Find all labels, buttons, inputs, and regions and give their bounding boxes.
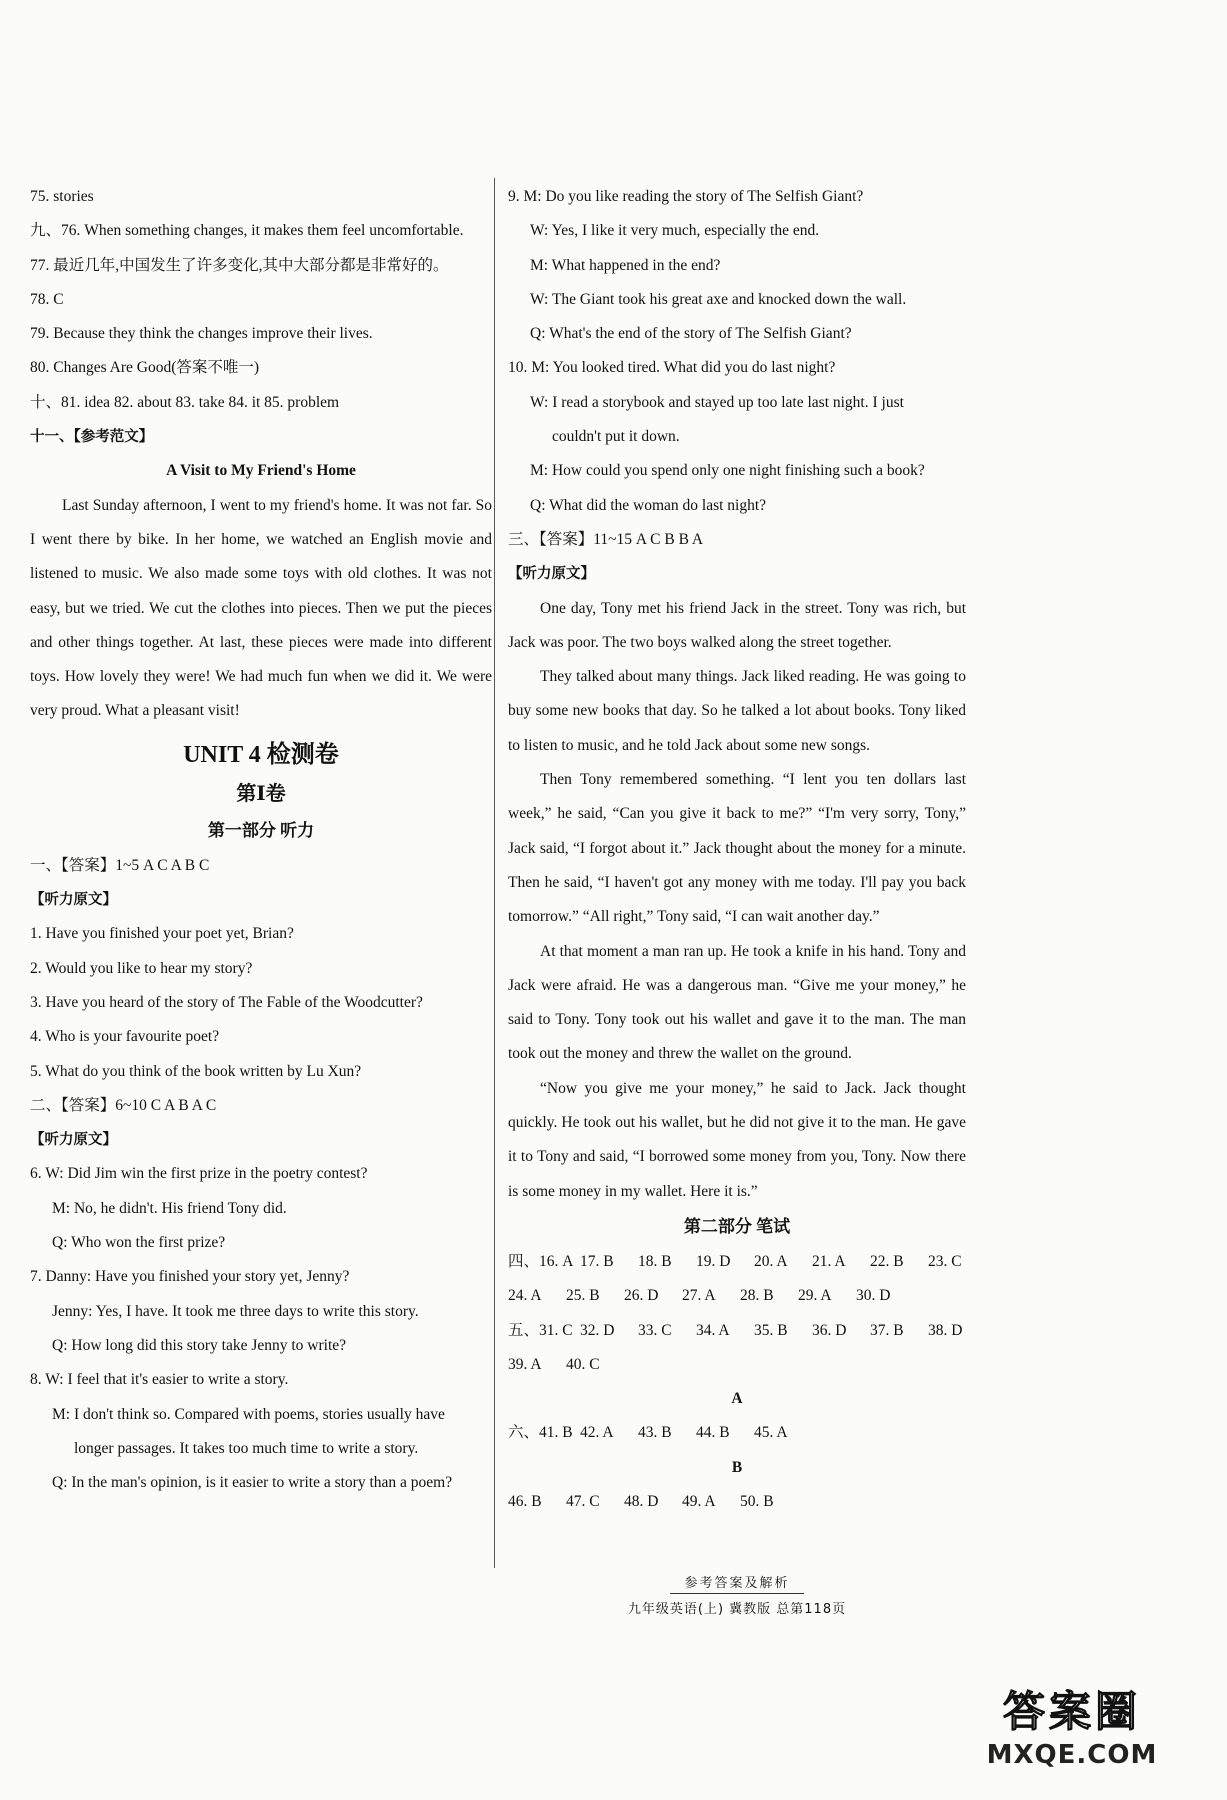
listening-item: 5. What do you think of the book written by Lu Xun? [30, 1062, 362, 1080]
answer-item: 50. B [740, 1492, 774, 1510]
dialogue-line: W: I read a storybook and stayed up too late last night. I just [530, 393, 904, 411]
answer-item: 29. A [798, 1287, 832, 1305]
answer-item: 42. A [580, 1424, 614, 1442]
dialogue-line: W: The Giant took his great axe and knocked down the wall. [530, 290, 907, 308]
story-paragraph: They talked about many things. Jack liked reading. He was going to buy some new books that day. So he talked a lot about books. Tony liked to listen to music, and he told Jack about some new songs. [508, 668, 966, 754]
essay-label: 十一、【参考范文】 [30, 429, 154, 446]
answer-item: 24. A [508, 1287, 542, 1305]
listening-item: 1. Have you finished your poet yet, Brian? [30, 925, 294, 943]
answer-item: 18. B [638, 1252, 672, 1270]
dialogue-line: Q: What's the end of the story of The Selfish Giant? [530, 325, 852, 343]
watermark-text: 答案圈 [1002, 1687, 1141, 1736]
dialogue-line: Q: How long did this story take Jenny to write? [52, 1336, 347, 1354]
section1-label: 【听力原文】 [30, 892, 117, 909]
answer-line: 十、81. idea 82. about 83. take 84. it 85. problem [30, 393, 340, 411]
answer-item: 25. B [566, 1287, 600, 1305]
footer-title: 参考答案及解析 [670, 1572, 803, 1594]
dialogue-line: 10. M: You looked tired. What did you do last night? [508, 359, 836, 377]
dialogue-line: Jenny: Yes, I have. It took me three days to write this story. [52, 1302, 419, 1320]
written-answers [508, 1245, 966, 1382]
answer-item: 47. C [566, 1492, 600, 1510]
answer-item: 40. C [566, 1355, 600, 1373]
right-column [508, 180, 966, 1519]
section1-answer: 一、【答案】1~5 A C A B C [30, 856, 210, 874]
answer-item: 33. C [638, 1321, 672, 1339]
answer-item: 39. A [508, 1355, 542, 1373]
listening-item: 4. Who is your favourite poet? [30, 1028, 220, 1046]
answer-item: 21. A [812, 1252, 846, 1270]
essay-title: A Visit to My Friend's Home [166, 462, 356, 480]
answer-item: 37. B [870, 1321, 904, 1339]
answer-item: 17. B [580, 1252, 614, 1270]
dialogue-line: M: I don't think so. Compared with poems, stories usually have [52, 1405, 445, 1423]
dialogue-line: M: What happened in the end? [530, 256, 721, 274]
answer-row [508, 1279, 966, 1313]
volume-title: 第Ⅰ卷 [236, 782, 286, 805]
column-divider [494, 178, 495, 1568]
answer-item: 44. B [696, 1424, 730, 1442]
answer-item: 36. D [812, 1321, 847, 1339]
answer-item: 四、16. A [508, 1252, 574, 1270]
answer-line: 80. Changes Are Good(答案不唯一) [30, 359, 260, 377]
subsection-a: A [731, 1390, 743, 1408]
answer-item: 34. A [696, 1321, 730, 1339]
dialogue-line: Q: Who won the first prize? [52, 1234, 226, 1252]
answer-item: 20. A [754, 1252, 788, 1270]
answer-item: 48. D [624, 1492, 659, 1510]
dialogue-9 [508, 180, 966, 351]
watermark-url: MXQE.COM [986, 1740, 1158, 1770]
dialogue-line: 8. W: I feel that it's easier to write a story. [30, 1371, 289, 1389]
answer-row [508, 1314, 966, 1348]
answer-item: 38. D [928, 1321, 963, 1339]
section2-label: 【听力原文】 [30, 1132, 117, 1149]
answer-line: 78. C [30, 290, 64, 308]
dialogue-line: Q: What did the woman do last night? [530, 496, 767, 514]
answer-item: 49. A [682, 1492, 716, 1510]
essay-body: Last Sunday afternoon, I went to my friend's home. It was not far. So I went there by bike. In her home, we watched an English movie and listened to music. We also made some toys with old clothes. It was not easy, but we tried. We cut the clothes into pieces. Then we put the pieces and other things together. At last, these pieces were made into different toys. How lovely they were! We had much fun when we did it. We were very proud. What a pleasant visit! [30, 496, 492, 720]
dialogue-line: Q: In the man's opinion, is it easier to write a story than a poem? [52, 1474, 453, 1492]
story-paragraph: One day, Tony met his friend Jack in the street. Tony was rich, but Jack was poor. The two boys walked along the street together. [508, 599, 966, 651]
dialogue-10 [508, 351, 966, 522]
answer-lines [30, 180, 492, 454]
answer-item: 26. D [624, 1287, 659, 1305]
answer-row [508, 1416, 966, 1450]
answer-item: 22. B [870, 1252, 904, 1270]
subsection-b: B [731, 1458, 743, 1476]
answer-line: 79. Because they think the changes improve their lives. [30, 325, 373, 343]
section2-answer: 二、【答案】6~10 C A B A C [30, 1096, 217, 1114]
answer-item: 19. D [696, 1252, 731, 1270]
answer-line: 77. 最近几年,中国发生了许多变化,其中大部分都是非常好的。 [30, 256, 449, 274]
part1-title: 第一部分 听力 [207, 820, 315, 840]
section1-items [30, 917, 492, 1088]
dialogue-line: 9. M: Do you like reading the story of The Selfish Giant? [508, 188, 864, 205]
dialogue-line: 7. Danny: Have you finished your story yet, Jenny? [30, 1268, 350, 1286]
dialogue-line: W: Yes, I like it very much, especially the end. [530, 222, 820, 240]
dialogues [30, 1157, 492, 1500]
unit-title: UNIT 4 检测卷 [183, 741, 339, 768]
answer-item: 30. D [856, 1287, 891, 1305]
story-paragraph: Then Tony remembered something. “I lent you ten dollars last week,” he said, “Can you give it back to me?” “I'm very sorry, Tony,” Jack said, “I forgot about it.” Jack thought about the money for a minute. Then he said, “I haven't got any money with me today. I'll pay you back tomorrow.” “All right,” Tony said, “I can wait another day.” [508, 771, 966, 926]
answers-row-b [508, 1485, 966, 1519]
answer-row [508, 1485, 966, 1519]
story-paragraph: “Now you give me your money,” he said to Jack. Jack thought quickly. He took out his wallet, but he did not give it to the man. He gave it to Tony and said, “I borrowed some money from you, Tony. Now there is some money in my wallet. Here it is.” [508, 1079, 966, 1200]
answer-row [508, 1348, 966, 1382]
section3-answer: 三、【答案】11~15 A C B B A [508, 530, 704, 548]
answer-line: 九、76. When something changes, it makes them feel uncomfortable. [30, 222, 464, 240]
watermark-logo [977, 1686, 1167, 1782]
story-text [508, 592, 966, 1209]
answers-row-a [508, 1416, 966, 1450]
answer-line: 75. stories [30, 188, 94, 205]
answer-item: 45. A [754, 1424, 788, 1442]
story-paragraph: At that moment a man ran up. He took a knife in his hand. Tony and Jack were afraid. He was a dangerous man. “Give me your money,” he said to Tony. Tony took out his wallet and gave it to the man. The man took out the money and threw the wallet on the ground. [508, 942, 966, 1063]
dialogue-line: M: No, he didn't. His friend Tony did. [52, 1199, 287, 1217]
part2-title: 第二部分 笔试 [683, 1216, 791, 1236]
section3-label: 【听力原文】 [508, 566, 595, 583]
answer-item: 35. B [754, 1321, 788, 1339]
listening-item: 2. Would you like to hear my story? [30, 959, 253, 977]
dialogue-line: 6. W: Did Jim win the first prize in the poetry contest? [30, 1165, 368, 1183]
answer-item: 46. B [508, 1492, 542, 1510]
dialogue-line: M: How could you spend only one night finishing such a book? [530, 462, 925, 480]
listening-item: 3. Have you heard of the story of The Fable of the Woodcutter? [30, 993, 423, 1011]
answer-item: 六、41. B [508, 1424, 573, 1442]
left-column [30, 180, 492, 1500]
answer-item: 27. A [682, 1287, 716, 1305]
page-footer [508, 1572, 966, 1617]
dialogue-line: longer passages. It takes too much time to write a story. [74, 1439, 419, 1457]
footer-page-info: 九年级英语(上) 冀教版 总第118页 [627, 1602, 847, 1617]
answer-item: 28. B [740, 1287, 774, 1305]
dialogue-line: couldn't put it down. [552, 428, 680, 446]
answer-item: 43. B [638, 1424, 672, 1442]
answer-item: 23. C [928, 1252, 962, 1270]
answer-row [508, 1245, 966, 1279]
answer-item: 五、31. C [508, 1321, 573, 1339]
answer-item: 32. D [580, 1321, 615, 1339]
